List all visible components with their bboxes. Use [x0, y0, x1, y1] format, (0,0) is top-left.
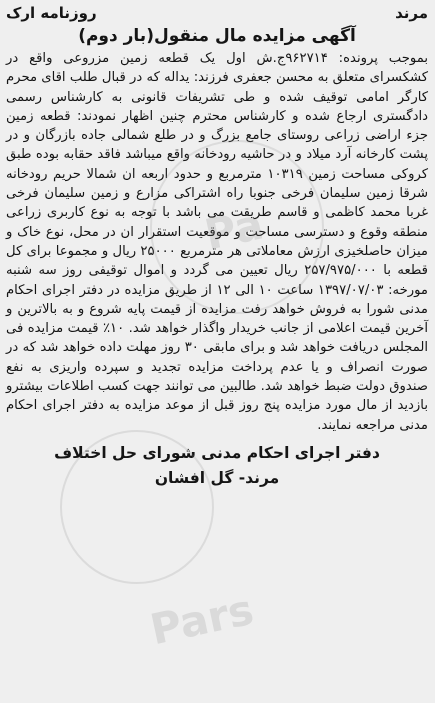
notice-signature [6, 441, 428, 491]
watermark-logo: Pa [200, 199, 268, 260]
city-name: مرند [395, 4, 428, 22]
notice-title: آگهی مزایده مال منقول(بار دوم) [78, 26, 356, 46]
clipping-header [6, 2, 428, 24]
newspaper-name: روزنامه ارک [6, 4, 97, 22]
notice-body: بموجب پرونده: ۹۶۲۷۱۴ج.ش اول یک قطعه زمین مزروعی واقع در کشکسرای متعلق به محسن جعفری فرزند: یداله که در قبال طلب اقای محرم کارگر امامی توقیف شده و طی تشریفات قانونی به کارشناس رسمی دادگستری ارجاع شده و کارشناس محترم چنین اظهار نمودند: قطعه زمین جزء اراضی زراعی روستای جامع بزرگ و در طلع شمالی جاده بازرگان و در پشت کارخانه آرد میلاد و در حاشیه رودخانه واقع میباشد فاقد حقابه بوده طبق کروکی مساحت زمین ۱۰۳۱۹ مترمربع و حدود اربعه ان شمالا حریم رودخانه شرقا زمین سلیمان فرخی جنوبا راه اشتراکی مزارع و زمین سلیمان فرخی غربا محمد کاظمی و قاسم طریقت می باشد با توجه به نوع کاربری زراعی منطقه وقوع و دسترسی مساحت و موقعیت استقرار ان در محل، نوع خاک و میزان حاصلخیزی ارزش معاملاتی هر مترمربع ۲۵۰۰۰ ریال و مجموعا برای کل قطعه با ۲۵۷/۹۷۵/۰۰۰ ریال تعیین می گردد و اموال توقیفی روز سه شنبه مورخه: ۱۳۹۷/۰۷/۰۳ ساعت ۱۰ الی ۱۲ از طریق مزایده در دفتر اجرای احکام مدنی شورا به فروش خواهد رفت مزایده از قیمت پایه شروع و به بالاترین و آخرین قیمت اعلامی از جانب خریدار واگذار خواهد شد. ۱۰٪ قیمت مزایده فی المجلس دریافت خواهد شد و برای مابقی ۳۰ روز مهلت داده خواهد شد که در صورت انصراف و یا عدم پرداخت مزایده تجدید و سپرده واریزی به نفع صندوق دولت ضبط خواهد شد. طالبین می توانند جهت کسب اطلاعات بیشترو بازدید از مال مورد مزایده پنج روز قبل از موعد مزایده به دفتر اجرای احکام مدنی مراجعه نمایند. [6, 51, 428, 433]
watermark-logo: Pars [146, 584, 258, 655]
signature-office: دفتر اجرای احکام مدنی شورای حل اختلاف [54, 443, 380, 462]
signature-location: مرند- گل افشان [154, 468, 280, 487]
